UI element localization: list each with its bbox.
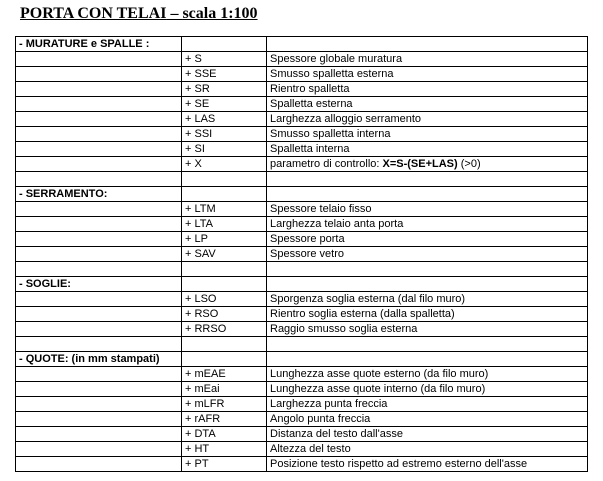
param-desc: Raggio smusso soglia esterna [267,322,588,337]
param-desc: Sporgenza soglia esterna (dal filo muro) [267,292,588,307]
table-row [16,97,588,112]
param-desc [267,157,588,172]
param-desc: Larghezza telaio anta porta [267,217,588,232]
param-desc: Lunghezza asse quote interno (da filo muro) [267,382,588,397]
table-row [16,82,588,97]
title-scale: scala 1:100 [182,5,258,22]
param-desc: Rientro spalletta [267,82,588,97]
table-row [16,307,588,322]
param-desc: Spalletta esterna [267,97,588,112]
spacer-row [16,172,588,187]
param-code: + mEAE [182,367,267,382]
table-row [16,367,588,382]
param-desc: Posizione testo rispetto ad estremo esterno dell'asse [267,457,588,472]
param-desc: Lunghezza asse quote esterno (da filo muro) [267,367,588,382]
param-code: + LP [182,232,267,247]
param-desc: Altezza del testo [267,442,588,457]
param-code: + RSO [182,307,267,322]
param-code: + SAV [182,247,267,262]
param-code: + LTA [182,217,267,232]
param-desc: Smusso spalletta interna [267,127,588,142]
table-row [16,127,588,142]
param-code: + LSO [182,292,267,307]
param-code: + RRSO [182,322,267,337]
table-row [16,112,588,127]
section-header: - MURATURE e SPALLE : [16,37,182,52]
control-formula: X=S-(SE+LAS) [382,158,458,170]
param-code: + X [182,157,267,172]
table-row [16,292,588,307]
desc-suffix: (>0) [457,158,481,170]
param-code: + mLFR [182,397,267,412]
param-desc: Smusso spalletta esterna [267,67,588,82]
param-code: + SR [182,82,267,97]
title-separator: – [166,5,183,22]
table-row [16,427,588,442]
param-code: + SE [182,97,267,112]
table-row [16,67,588,82]
param-desc: Spessore globale muratura [267,52,588,67]
section-header-row [16,277,588,292]
section-header-row [16,187,588,202]
param-code: + rAFR [182,412,267,427]
table-row [16,322,588,337]
table-row [16,442,588,457]
section-header-row [16,37,588,52]
param-desc: Distanza del testo dall'asse [267,427,588,442]
param-code: + SSI [182,127,267,142]
table-row [16,382,588,397]
param-code: + SI [182,142,267,157]
param-code: + mEai [182,382,267,397]
param-desc: Angolo punta freccia [267,412,588,427]
param-desc: Larghezza alloggio serramento [267,112,588,127]
desc-prefix: parametro di controllo: [270,158,383,170]
spacer-row [16,262,588,277]
table-row [16,157,588,172]
spacer-row [16,337,588,352]
table-row [16,247,588,262]
param-code: + DTA [182,427,267,442]
param-desc: Spalletta interna [267,142,588,157]
parameters-table [15,36,588,472]
param-code: + PT [182,457,267,472]
table-row [16,457,588,472]
param-desc: Spessore porta [267,232,588,247]
table-row [16,202,588,217]
table-row [16,412,588,427]
document-title [20,5,258,23]
section-header: - SERRAMENTO: [16,187,182,202]
param-desc: Rientro soglia esterna (dalla spalletta) [267,307,588,322]
title-main: PORTA CON TELAI [20,5,167,22]
param-code: + SSE [182,67,267,82]
table-row [16,232,588,247]
table-row [16,397,588,412]
section-header: - QUOTE: (in mm stampati) [16,352,182,367]
param-code: + S [182,52,267,67]
param-code: + LAS [182,112,267,127]
section-header-row [16,352,588,367]
param-desc: Spessore vetro [267,247,588,262]
param-desc: Larghezza punta freccia [267,397,588,412]
table-row [16,52,588,67]
param-desc: Spessore telaio fisso [267,202,588,217]
param-code: + LTM [182,202,267,217]
table-row [16,217,588,232]
param-code: + HT [182,442,267,457]
section-header: - SOGLIE: [16,277,182,292]
table-row [16,142,588,157]
